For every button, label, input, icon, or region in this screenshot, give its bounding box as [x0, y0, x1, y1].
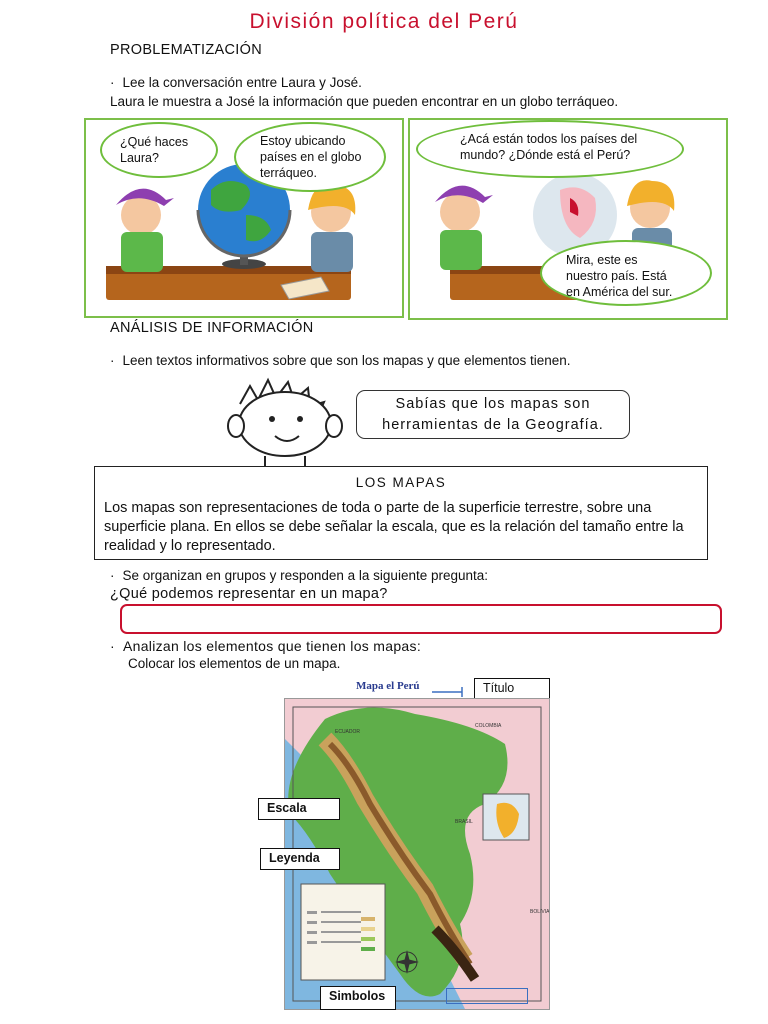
- label-titulo[interactable]: Título: [474, 678, 550, 700]
- blank-label-box[interactable]: [446, 988, 528, 1004]
- info-box-los-mapas: [94, 466, 708, 560]
- country-label: BOLIVIA: [530, 909, 550, 915]
- section-heading-problematizacion: PROBLEMATIZACIÓN: [110, 42, 262, 58]
- map-title-text: Mapa el Perú: [356, 680, 420, 692]
- info-box-body: Los mapas son representaciones de toda o parte de la superficie terrestre, sobre una superficie plana. En ellos se debe señalar la escala, que es la relación del tamaño entre la realidad y lo representado.: [104, 500, 684, 554]
- speech-bubble-girl: Mira, este es nuestro país. Está en América del sur.: [540, 240, 712, 306]
- instruction-line: · Se organizan en grupos y responden a la siguiente pregunta:: [110, 568, 488, 583]
- boy-sketch-illustration: [210, 374, 350, 466]
- instruction-line: · Leen textos informativos sobre que son los mapas y que elementos tienen.: [110, 353, 571, 368]
- label-leyenda[interactable]: Leyenda: [260, 848, 340, 870]
- instruction-line: Laura le muestra a José la información que pueden encontrar en un globo terráqueo.: [110, 94, 619, 109]
- arrow-icon: [432, 686, 474, 698]
- speech-bubble-girl: Estoy ubicando países en el globo terráqueo.: [234, 122, 386, 192]
- country-label: ECUADOR: [335, 729, 361, 735]
- speech-bubble-boy: ¿Qué haces Laura?: [100, 122, 218, 178]
- page-title: División política del Perú: [249, 10, 519, 33]
- label-simbolos[interactable]: Simbolos: [320, 986, 396, 1010]
- country-label: BRASIL: [455, 819, 473, 825]
- question-text: ¿Qué podemos representar en un mapa?: [110, 586, 388, 602]
- instruction-line: · Analizan los elementos que tienen los mapas:: [110, 638, 421, 654]
- info-box-heading: LOS MAPAS: [355, 475, 447, 490]
- instruction-line: · Lee la conversación entre Laura y José.: [110, 75, 362, 90]
- sabias-callout: Sabías que los mapas son herramientas de la Geografía.: [356, 390, 630, 439]
- label-escala[interactable]: Escala: [258, 798, 340, 820]
- country-label: COLOMBIA: [475, 723, 502, 729]
- instruction-line: Colocar los elementos de un mapa.: [128, 656, 341, 671]
- section-heading-analisis: ANÁLISIS DE INFORMACIÓN: [110, 320, 314, 336]
- speech-bubble-boy: ¿Acá están todos los países del mundo? ¿Dónde está el Perú?: [416, 120, 684, 178]
- answer-field[interactable]: [120, 604, 722, 634]
